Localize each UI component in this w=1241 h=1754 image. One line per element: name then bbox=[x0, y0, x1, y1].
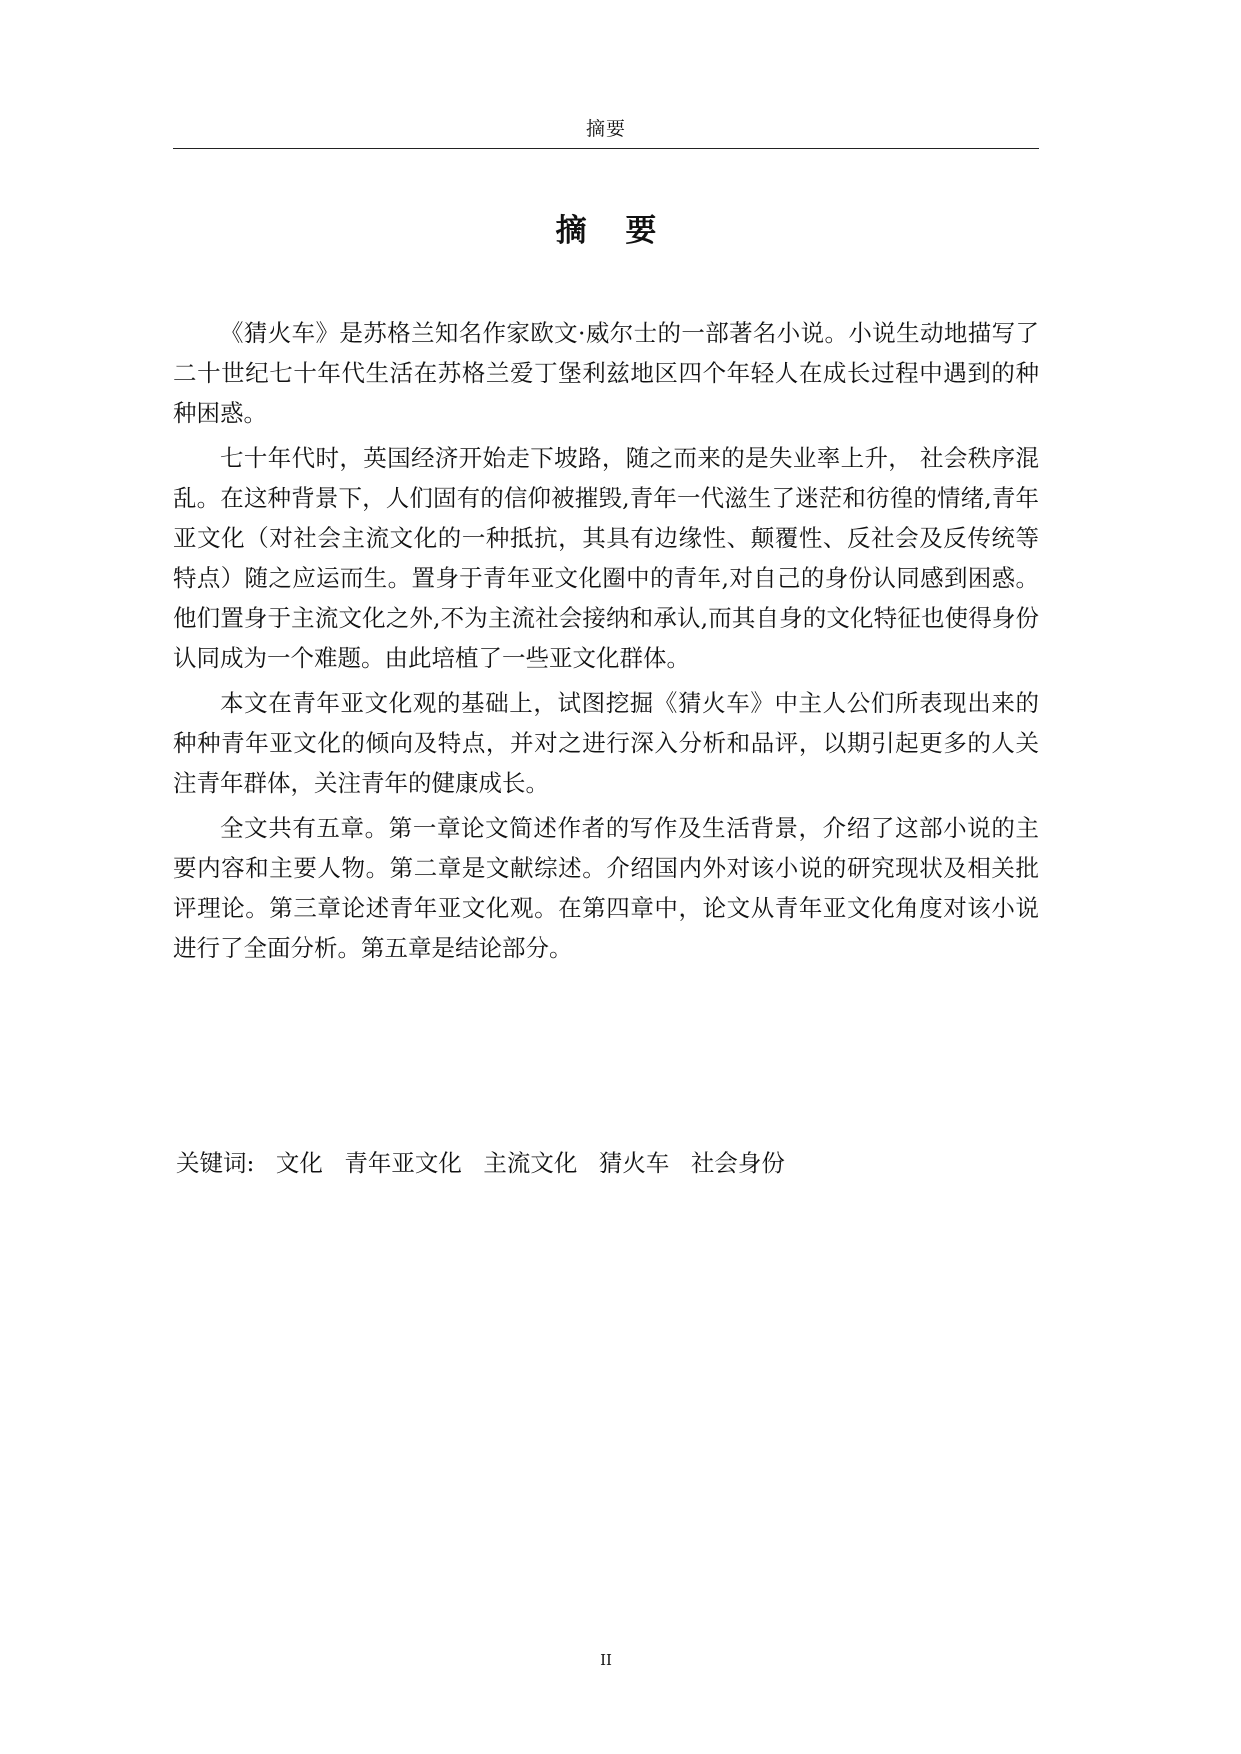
running-header: 摘要 bbox=[585, 118, 626, 140]
keyword: 社会身份 bbox=[690, 1149, 785, 1177]
keyword: 青年亚文化 bbox=[344, 1149, 462, 1177]
page-title: 摘 要 bbox=[555, 212, 671, 249]
keyword: 主流文化 bbox=[483, 1149, 578, 1177]
keywords-line bbox=[176, 1143, 1042, 1183]
header-divider bbox=[173, 148, 1039, 149]
keyword: 猜火车 bbox=[598, 1149, 670, 1177]
paragraph: 《猜火车》是苏格兰知名作家欧文·威尔士的一部著名小说。小说生动地描写了二十世纪七十年代生活在苏格兰爱丁堡利兹地区四个年轻人在成长过程中遇到的种种困惑。 bbox=[173, 319, 1039, 427]
paragraph: 全文共有五章。第一章论文简述作者的写作及生活背景，介绍了这部小说的主要内容和主要人物。第二章是文献综述。介绍国内外对该小说的研究现状及相关批评理论。第三章论述青年亚文化观。在第四章中，论文从青年亚文化角度对该小说进行了全面分析。第五章是结论部分。 bbox=[173, 814, 1039, 962]
keywords-label: 关键词: bbox=[176, 1149, 255, 1177]
page-number: II bbox=[600, 1651, 612, 1669]
paragraph: 七十年代时，英国经济开始走下坡路，随之而来的是失业率上升， 社会秩序混乱。在这种背景下，人们固有的信仰被摧毁,青年一代滋生了迷茫和彷徨的情绪,青年亚文化（对社会主流文化的一种抵抗，其具有边缘性、颠覆性、反社会及反传统等特点）随之应运而生。置身于青年亚文化圈中的青年,对自己的身份认同感到困惑。他们置身于主流文化之外,不为主流社会接纳和承认,而其自身的文化特征也使得身份认同成为一个难题。由此培植了一些亚文化群体。 bbox=[173, 444, 1039, 672]
paragraph: 本文在青年亚文化观的基础上，试图挖掘《猜火车》中主人公们所表现出来的种种青年亚文化的倾向及特点，并对之进行深入分析和品评，以期引起更多的人关注青年群体，关注青年的健康成长。 bbox=[173, 689, 1039, 797]
keyword: 文化 bbox=[275, 1149, 323, 1177]
abstract-body bbox=[173, 313, 1039, 973]
